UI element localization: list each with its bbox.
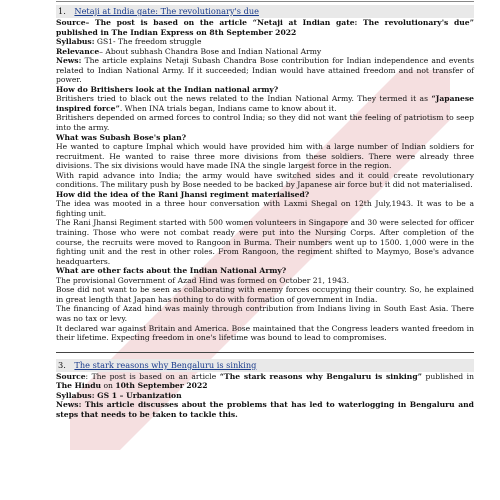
top-rule xyxy=(56,1,474,2)
paragraph: The Rani Jhansi Regiment started with 500 women volunteers in Singapore and 30 were selected for officer training. Those who were not combat ready were put into the Nursing Corps. After completion of the course, the recruits were moved to Rangoon in Burma. Their numbers went up to 1500. 1,000 were in the fighting unit and the rest in other roles. From Rangoon, the regiment shifted to Maymyo, Bose's advance headquarters. xyxy=(56,218,474,266)
syllabus-line: Syllabus: GS 1 – Urbanization xyxy=(56,390,182,400)
paragraph: He wanted to capture Imphal which would have provided him with a large number of Indian soldiers for recruitment. He wanted to raise three more divisions from these soldiers. There were already three divisions. The six divisions would have made INA the single largest force in the region. xyxy=(56,142,474,171)
paragraph: It declared war against Britain and America. Bose maintained that the Congress leaders wanted freedom in their lifetime. Expecting freedom in one's lifetime was bound to lead to compromises. xyxy=(56,323,474,343)
section-1-header xyxy=(56,5,474,18)
source-line: Source: The post is based on an article “The stark reasons why Bengaluru is sinking” published in The Hindu on 10th September 2022 xyxy=(56,371,474,391)
section-divider xyxy=(56,352,474,353)
paragraph: Bose did not want to be seen as collaborating with enemy forces occupying their country. So, he explained in great length that Japan has nothing to do with formation of government in India. xyxy=(56,285,474,304)
news-paragraph: News: The article explains Netaji Subash Chandra Bose contribution for Indian independence and events related to Indian National Army. If it succeeded; Indian would have attained freedom and not transfer of power. xyxy=(56,56,474,85)
section-3-header xyxy=(56,359,474,372)
paragraph: The financing of Azad hind was mainly through contribution from Indians living in South East Asia. There was no tax or levy. xyxy=(56,304,474,323)
paragraph: Britishers tried to black out the news related to the Indian National Army. They termed it as “Japanese inspired force”. When INA trials began, Indians came to know about it. xyxy=(56,94,474,113)
section-1-title-link[interactable]: Netaji at India gate: The revolutionary's due xyxy=(74,6,259,16)
question-heading: How did the idea of the Rani Jhansi regiment materialised? xyxy=(56,189,310,199)
paragraph: The provisional Government of Azad Hind was formed on October 21, 1943. xyxy=(56,275,350,285)
syllabus-line: Syllabus: GS1- The freedom struggle xyxy=(56,37,202,47)
section-number: 1. xyxy=(58,6,66,16)
document-page xyxy=(56,3,474,419)
relevance-line: Relevance– About subhash Chandra Bose and Indian National Army xyxy=(56,46,322,56)
section-3-title-link[interactable]: The stark reasons why Bengaluru is sinking xyxy=(74,359,257,370)
paragraph: The idea was mooted in a three hour conversation with Laxmi Shegal on 12th July,1943. It was to be a fighting unit. xyxy=(56,199,474,218)
paragraph: Britishers depended on armed forces to control India; so they did not want the feeling of patriotism to seep into the army. xyxy=(56,113,474,133)
section-number: 3. xyxy=(58,359,66,370)
question-heading: How do Britishers look at the Indian national army? xyxy=(56,84,279,94)
news-paragraph: News: This article discusses about the problems that has led to waterlogging in Bengaluru and steps that needs to be taken to tackle this. xyxy=(56,400,474,419)
source-line: Source– The post is based on the article “Netaji at Indian gate: The revolutionary's due” published in The Indian Express on 8th September 2022 xyxy=(56,18,474,37)
paragraph: With rapid advance into India; the army would have switched sides and it could create revolutionary conditions. The military push by Bose needed to be backed by Japanese air force but it did not materialised. xyxy=(56,170,474,190)
question-heading: What are other facts about the Indian National Army? xyxy=(56,266,287,276)
question-heading: What was Subash Bose's plan? xyxy=(56,132,187,142)
